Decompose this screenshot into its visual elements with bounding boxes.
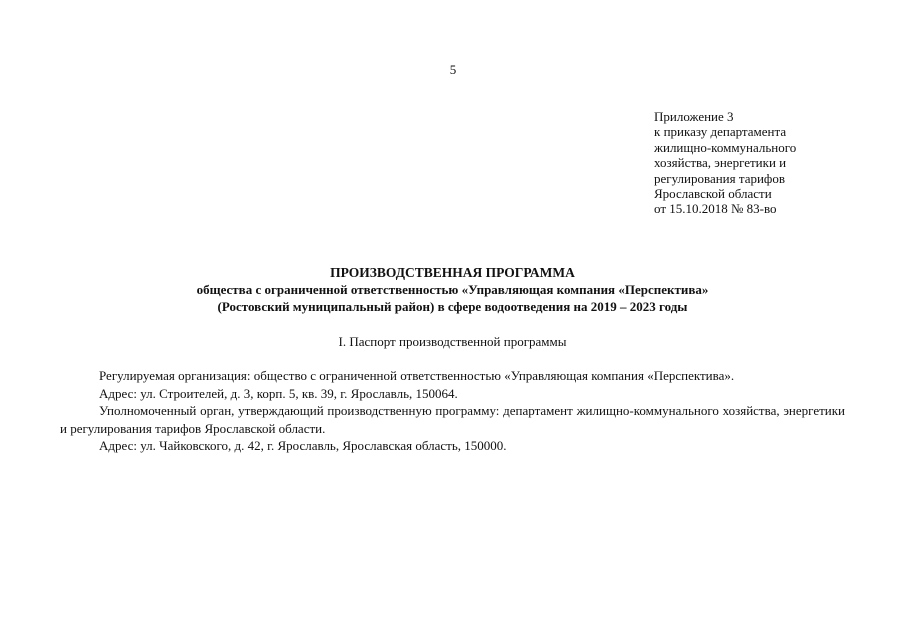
paragraph-authorized-body: Уполномоченный орган, утверждающий производственную программу: департамент жилищно-коммунального хозяйства, энергетики и регулирования тарифов Ярославской области.	[60, 403, 845, 436]
paragraph-authorized-body-address: Адрес: ул. Чайковского, д. 42, г. Ярославль, Ярославская область, 150000.	[99, 438, 507, 453]
appendix-line: хозяйства, энергетики и	[654, 155, 787, 171]
page-number: 5	[449, 62, 457, 77]
passport-body	[60, 367, 845, 455]
appendix-line: Приложение 3	[654, 109, 734, 124]
appendix-line: жилищно-коммунального	[654, 139, 797, 155]
appendix-reference	[654, 109, 874, 217]
paragraph-organization-address: Адрес: ул. Строителей, д. 3, корп. 5, кв. 39, г. Ярославль, 150064.	[99, 385, 458, 401]
title-scope: (Ростовский муниципальный район) в сфере водоотведения на 2019 – 2023 годы	[217, 299, 688, 314]
document-title	[60, 264, 845, 315]
title-main: ПРОИЗВОДСТВЕННАЯ ПРОГРАММА	[330, 265, 575, 280]
section-heading: I. Паспорт производственной программы	[338, 334, 567, 349]
appendix-line: от 15.10.2018 № 83-во	[654, 201, 777, 217]
title-organization: общества с ограниченной ответственностью «Управляющая компания «Перспектива»	[196, 282, 709, 297]
appendix-line: Ярославской области	[654, 186, 772, 202]
paragraph-regulated-organization: Регулируемая организация: общество с ограниченной ответственностью «Управляющая компания «Перспектива».	[99, 368, 735, 383]
appendix-line: к приказу департамента	[654, 124, 787, 140]
appendix-line: регулирования тарифов	[654, 170, 785, 186]
